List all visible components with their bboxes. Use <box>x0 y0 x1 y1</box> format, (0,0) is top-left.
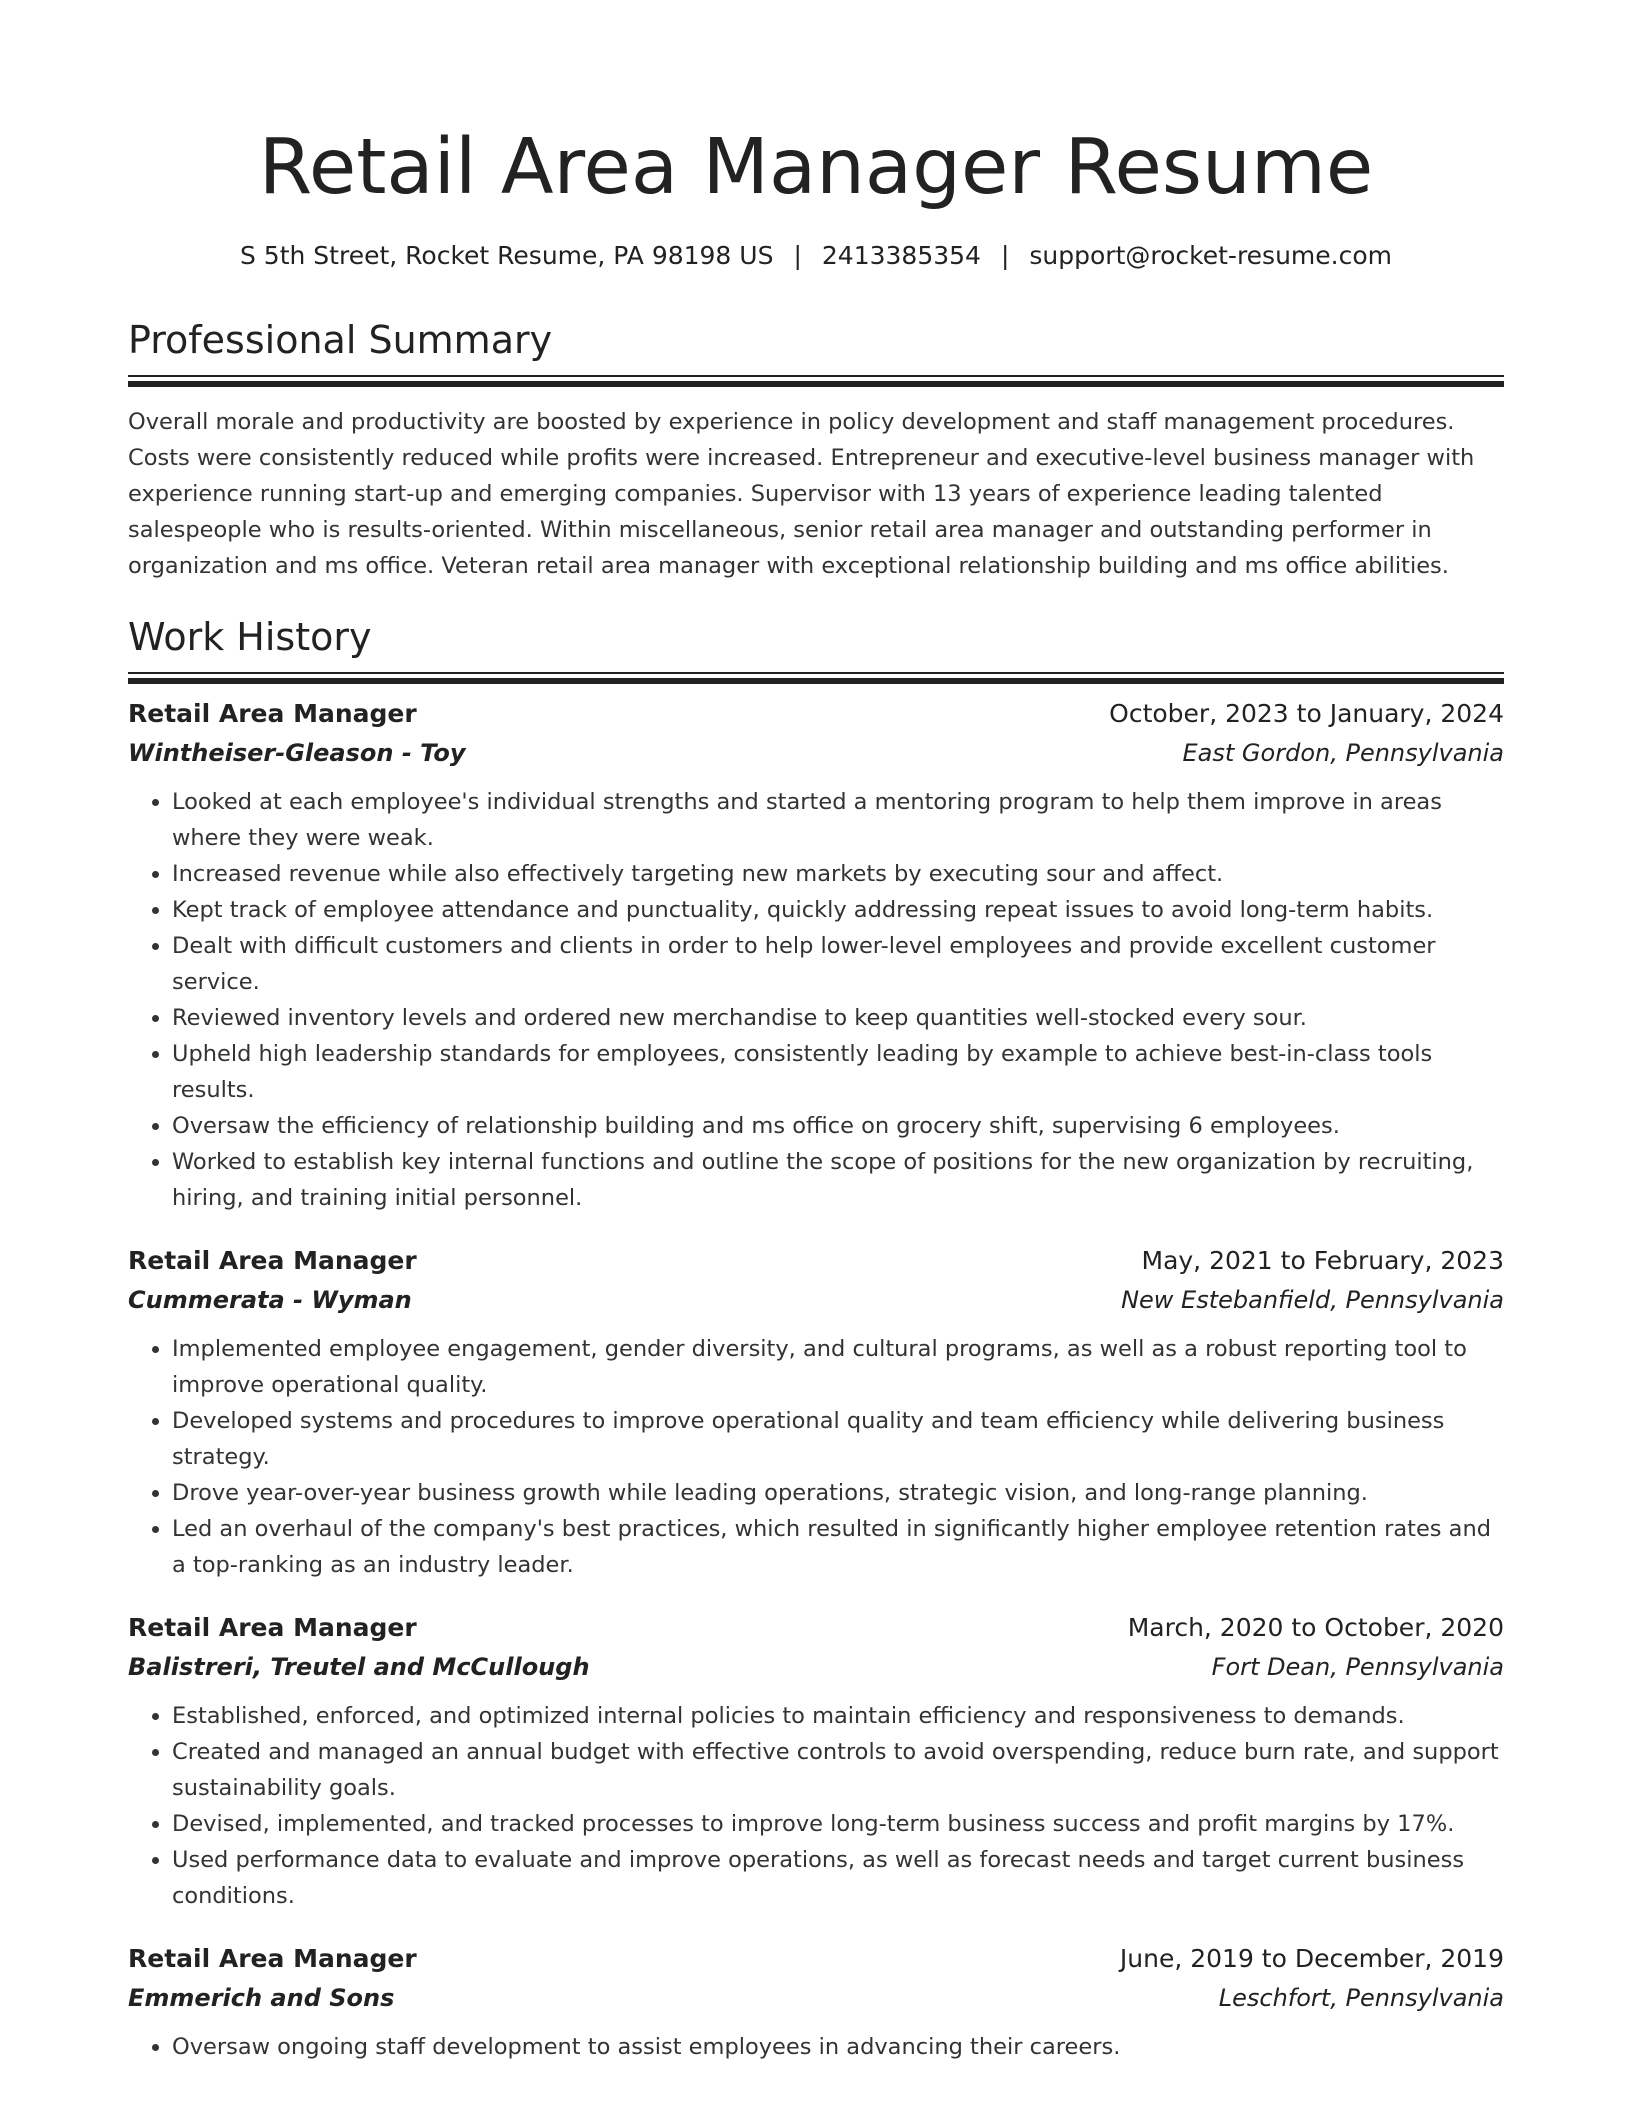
job-bullet: • Drove year-over-year business growth while leading operations, strategic vision, and long-range planning. <box>172 1475 1504 1511</box>
job-bullet: • Increased revenue while also effectively targeting new markets by executing sour and affect. <box>172 856 1504 892</box>
job-entry <box>128 1942 1504 2065</box>
job-location: East Gordon, Pennsylvania <box>1182 739 1504 767</box>
job-bullet: • Kept track of employee attendance and punctuality, quickly addressing repeat issues to avoid long-term habits. <box>172 892 1504 928</box>
job-employer-row <box>128 1283 1504 1317</box>
job-company: Emmerich and Sons <box>128 1984 395 2012</box>
section-divider <box>128 672 1504 679</box>
job-header-row <box>128 1942 1504 1976</box>
job-bullet-list <box>128 1331 1504 1583</box>
job-employer-row <box>128 1650 1504 1684</box>
job-bullet: • Looked at each employee's individual strengths and started a mentoring program to help them improve in areas where they were weak. <box>172 784 1504 856</box>
section-heading-summary: Professional Summary <box>128 318 553 362</box>
summary-text: Overall morale and productivity are boosted by experience in policy development and staff management procedures. Costs were consistently reduced while profits were increased. Entrepreneur and executive-level business manager with experience running start-up and emerging companies. Supervisor with 13 years of experience leading talented salespeople who is results-oriented. Within miscellaneous, senior retail area manager and outstanding performer in organization and ms office. Veteran retail area manager with exceptional relationship building and ms office abilities. <box>128 409 1475 579</box>
job-bullet: • Devised, implemented, and tracked processes to improve long-term business success and profit margins by 17%. <box>172 1806 1504 1842</box>
job-bullet: • Created and managed an annual budget with effective controls to avoid overspending, reduce burn rate, and support sustainability goals. <box>172 1734 1504 1806</box>
job-entry <box>128 697 1504 1216</box>
job-location: New Estebanfield, Pennsylvania <box>1121 1286 1504 1314</box>
contact-separator: | <box>1000 241 1010 270</box>
job-bullet: • Led an overhaul of the company's best practices, which resulted in significantly higher employee retention rates and a top-ranking as an industry leader. <box>172 1511 1504 1583</box>
job-dates: October, 2023 to January, 2024 <box>1109 699 1504 728</box>
job-title: Retail Area Manager <box>128 1613 417 1642</box>
contact-line <box>128 240 1504 272</box>
job-bullet: • Oversaw ongoing staff development to assist employees in advancing their careers. <box>172 2029 1504 2065</box>
job-dates: March, 2020 to October, 2020 <box>1127 1613 1504 1642</box>
job-location: Fort Dean, Pennsylvania <box>1211 1653 1504 1681</box>
job-header-row <box>128 697 1504 731</box>
job-dates: June, 2019 to December, 2019 <box>1119 1944 1504 1973</box>
job-bullet: • Reviewed inventory levels and ordered new merchandise to keep quantities well-stocked every sour. <box>172 1000 1504 1036</box>
job-header-row <box>128 1244 1504 1278</box>
job-entry <box>128 1611 1504 1914</box>
resume-title: Retail Area Manager Resume <box>258 123 1374 212</box>
job-bullet: • Worked to establish key internal functions and outline the scope of positions for the new organization by recruiting, hiring, and training initial personnel. <box>172 1144 1504 1216</box>
job-location: Leschfort, Pennsylvania <box>1218 1984 1504 2012</box>
job-bullet: • Oversaw the efficiency of relationship building and ms office on grocery shift, supervising 6 employees. <box>172 1108 1504 1144</box>
contact-phone: 2413385354 <box>821 241 981 270</box>
job-dates: May, 2021 to February, 2023 <box>1141 1246 1504 1275</box>
job-entry <box>128 1244 1504 1583</box>
contact-address: S 5th Street, Rocket Resume, PA 98198 US <box>239 241 774 270</box>
job-bullet: • Upheld high leadership standards for employees, consistently leading by example to achieve best-in-class tools results. <box>172 1036 1504 1108</box>
job-bullet-list <box>128 1698 1504 1914</box>
job-title: Retail Area Manager <box>128 699 417 728</box>
job-bullet: • Developed systems and procedures to improve operational quality and team efficiency while delivering business strategy. <box>172 1403 1504 1475</box>
job-header-row <box>128 1611 1504 1645</box>
job-bullet: • Established, enforced, and optimized internal policies to maintain efficiency and responsiveness to demands. <box>172 1698 1504 1734</box>
professional-summary-section <box>128 315 1504 584</box>
job-title: Retail Area Manager <box>128 1246 417 1275</box>
job-bullet: • Implemented employee engagement, gender diversity, and cultural programs, as well as a robust reporting tool to improve operational quality. <box>172 1331 1504 1403</box>
job-employer-row <box>128 736 1504 770</box>
resume-page <box>128 0 1504 2065</box>
job-bullet-list <box>128 784 1504 1216</box>
section-heading-work-history: Work History <box>128 615 372 659</box>
section-divider <box>128 375 1504 382</box>
job-bullet: • Dealt with difficult customers and clients in order to help lower-level employees and provide excellent customer service. <box>172 928 1504 1000</box>
job-company: Wintheiser-Gleason - Toy <box>128 739 466 767</box>
job-bullet: • Used performance data to evaluate and improve operations, as well as forecast needs and target current business conditions. <box>172 1842 1504 1914</box>
work-history-section <box>128 612 1504 2065</box>
contact-separator: | <box>793 241 802 270</box>
job-company: Balistreri, Treutel and McCullough <box>128 1653 590 1681</box>
job-employer-row <box>128 1981 1504 2015</box>
job-bullet-list <box>128 2029 1504 2065</box>
job-title: Retail Area Manager <box>128 1944 417 1973</box>
job-company: Cummerata - Wyman <box>128 1286 412 1314</box>
contact-email[interactable]: support@rocket-resume.com <box>1029 241 1393 270</box>
